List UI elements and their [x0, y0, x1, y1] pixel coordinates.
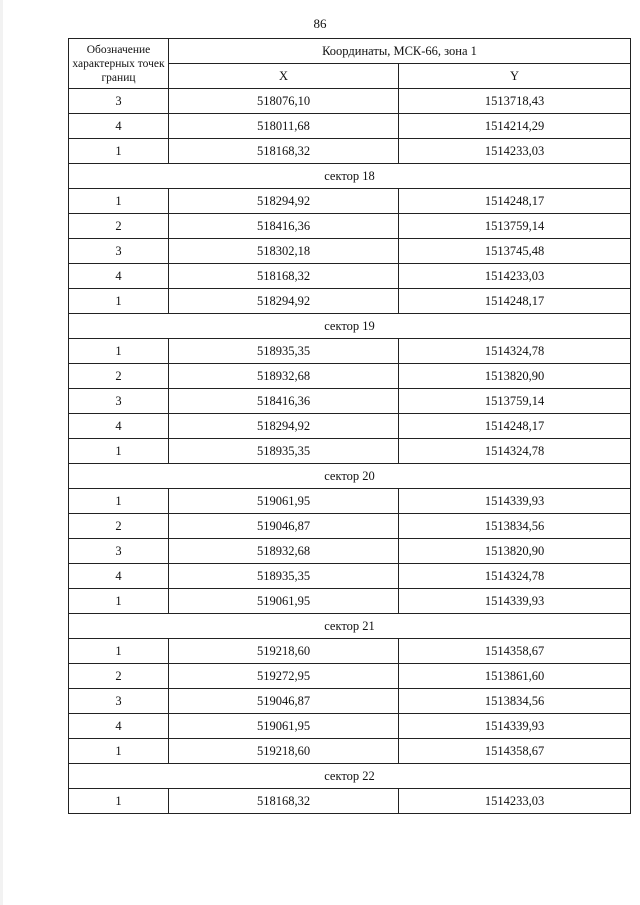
- table-row: [69, 289, 631, 314]
- y-cell: 1514248,17: [399, 289, 631, 314]
- table-row: [69, 589, 631, 614]
- scan-edge: [0, 0, 3, 905]
- sector-row: [69, 164, 631, 189]
- y-cell: 1513718,43: [399, 89, 631, 114]
- point-cell: 1: [69, 339, 169, 364]
- table-row: [69, 714, 631, 739]
- y-cell: 1513759,14: [399, 214, 631, 239]
- sector-label: сектор 18: [69, 164, 631, 189]
- y-cell: 1514339,93: [399, 489, 631, 514]
- x-cell: 518294,92: [169, 414, 399, 439]
- x-cell: 519061,95: [169, 589, 399, 614]
- table-row: [69, 639, 631, 664]
- point-column-header: Обозначение характерных точек границ: [69, 39, 169, 89]
- sector-label: сектор 21: [69, 614, 631, 639]
- x-cell: 519046,87: [169, 514, 399, 539]
- point-cell: 1: [69, 439, 169, 464]
- table-row: [69, 789, 631, 814]
- point-cell: 1: [69, 189, 169, 214]
- table-row: [69, 364, 631, 389]
- x-cell: 519218,60: [169, 739, 399, 764]
- x-cell: 518302,18: [169, 239, 399, 264]
- sector-row: [69, 764, 631, 789]
- sector-label: сектор 20: [69, 464, 631, 489]
- x-cell: 518294,92: [169, 289, 399, 314]
- table-row: [69, 739, 631, 764]
- page-number: 86: [313, 16, 327, 31]
- point-cell: 2: [69, 364, 169, 389]
- x-cell: 518011,68: [169, 114, 399, 139]
- point-cell: 1: [69, 489, 169, 514]
- x-cell: 518168,32: [169, 139, 399, 164]
- x-cell: 519272,95: [169, 664, 399, 689]
- table-row: [69, 664, 631, 689]
- y-cell: 1514339,93: [399, 589, 631, 614]
- point-cell: 3: [69, 389, 169, 414]
- x-cell: 518168,32: [169, 264, 399, 289]
- y-cell: 1513745,48: [399, 239, 631, 264]
- point-cell: 4: [69, 414, 169, 439]
- table-row: [69, 489, 631, 514]
- sector-row: [69, 314, 631, 339]
- x-cell: 518076,10: [169, 89, 399, 114]
- y-cell: 1514324,78: [399, 439, 631, 464]
- y-cell: 1514248,17: [399, 414, 631, 439]
- point-cell: 1: [69, 589, 169, 614]
- y-cell: 1514358,67: [399, 739, 631, 764]
- y-cell: 1514324,78: [399, 564, 631, 589]
- x-cell: 518932,68: [169, 364, 399, 389]
- point-cell: 4: [69, 114, 169, 139]
- x-cell: 518416,36: [169, 389, 399, 414]
- point-cell: 4: [69, 264, 169, 289]
- table-row: [69, 564, 631, 589]
- point-cell: 1: [69, 639, 169, 664]
- table-row: [69, 114, 631, 139]
- y-cell: 1514233,03: [399, 139, 631, 164]
- sector-label: сектор 19: [69, 314, 631, 339]
- x-cell: 518935,35: [169, 564, 399, 589]
- table-row: [69, 439, 631, 464]
- table-row: [69, 539, 631, 564]
- x-column-header: X: [169, 64, 399, 89]
- table-row: [69, 239, 631, 264]
- point-cell: 3: [69, 89, 169, 114]
- x-cell: 518294,92: [169, 189, 399, 214]
- point-cell: 2: [69, 514, 169, 539]
- x-cell: 518935,35: [169, 439, 399, 464]
- table-row: [69, 689, 631, 714]
- y-cell: 1513861,60: [399, 664, 631, 689]
- x-cell: 519218,60: [169, 639, 399, 664]
- x-cell: 519046,87: [169, 689, 399, 714]
- y-cell: 1513834,56: [399, 689, 631, 714]
- table-row: [69, 139, 631, 164]
- table-row: [69, 389, 631, 414]
- y-cell: 1513834,56: [399, 514, 631, 539]
- x-cell: 519061,95: [169, 489, 399, 514]
- coordinates-header: Координаты, МСК-66, зона 1: [169, 39, 631, 64]
- table-row: [69, 214, 631, 239]
- sector-row: [69, 464, 631, 489]
- y-cell: 1513820,90: [399, 364, 631, 389]
- x-cell: 519061,95: [169, 714, 399, 739]
- y-cell: 1514324,78: [399, 339, 631, 364]
- y-cell: 1514233,03: [399, 264, 631, 289]
- table-row: [69, 339, 631, 364]
- point-cell: 1: [69, 789, 169, 814]
- table-body: [69, 89, 631, 814]
- table-row: [69, 189, 631, 214]
- point-cell: 2: [69, 214, 169, 239]
- y-cell: 1514214,29: [399, 114, 631, 139]
- y-cell: 1514248,17: [399, 189, 631, 214]
- y-cell: 1513820,90: [399, 539, 631, 564]
- point-cell: 1: [69, 289, 169, 314]
- y-cell: 1514233,03: [399, 789, 631, 814]
- point-cell: 3: [69, 539, 169, 564]
- x-cell: 518932,68: [169, 539, 399, 564]
- point-cell: 4: [69, 714, 169, 739]
- point-cell: 2: [69, 664, 169, 689]
- sector-row: [69, 614, 631, 639]
- y-cell: 1513759,14: [399, 389, 631, 414]
- y-cell: 1514358,67: [399, 639, 631, 664]
- x-cell: 518935,35: [169, 339, 399, 364]
- point-cell: 3: [69, 689, 169, 714]
- coordinates-table: [68, 38, 631, 814]
- table-row: [69, 414, 631, 439]
- x-cell: 518416,36: [169, 214, 399, 239]
- point-cell: 1: [69, 739, 169, 764]
- sector-label: сектор 22: [69, 764, 631, 789]
- table-row: [69, 514, 631, 539]
- y-column-header: Y: [399, 64, 631, 89]
- table-row: [69, 264, 631, 289]
- y-cell: 1514339,93: [399, 714, 631, 739]
- point-cell: 1: [69, 139, 169, 164]
- point-cell: 3: [69, 239, 169, 264]
- point-cell: 4: [69, 564, 169, 589]
- table-row: [69, 89, 631, 114]
- x-cell: 518168,32: [169, 789, 399, 814]
